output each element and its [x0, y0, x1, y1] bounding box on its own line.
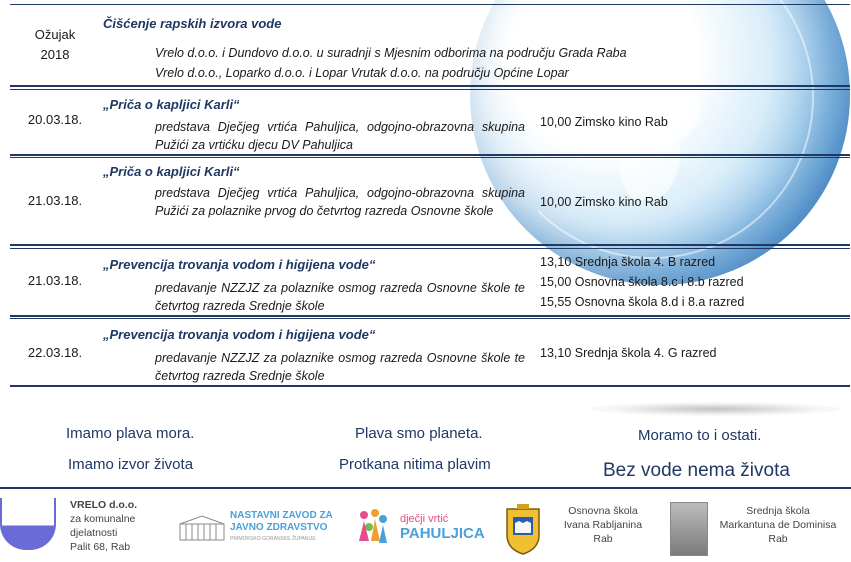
event-title: Čišćenje rapskih izvora vode — [103, 16, 282, 31]
children-figures-icon — [355, 507, 389, 545]
slogan-line: Moramo to i ostati. — [638, 427, 762, 444]
description-line: Vrelo d.o.o., Loparko d.o.o. i Lopar Vrutak d.o.o. na području Općine Lopar — [155, 66, 569, 80]
time-line: 10,00 Zimsko kino Rab — [540, 115, 668, 129]
event-description: predavanje NZZJZ za polaznike osmog razreda Osnovne škole te četvrtog razreda Srednje škole — [155, 281, 525, 313]
event-time — [540, 343, 717, 363]
event-title: „Priča o kapljici Karli“ — [103, 97, 240, 112]
time-line: 15,00 Osnovna škola 8.c i 8.b razred — [540, 275, 744, 289]
event-title: „Prevencija trovanja vodom i higijena vode“ — [103, 327, 376, 342]
table-row — [10, 248, 850, 316]
event-time — [540, 252, 744, 312]
event-date: 21.03.18. — [27, 193, 83, 208]
slogan-line: Plava smo planeta. — [355, 425, 483, 442]
table-row — [10, 157, 850, 245]
decorative-shadow — [590, 402, 840, 416]
vrelo-line: Palit 68, Rab — [70, 541, 131, 553]
table-row — [10, 318, 850, 386]
event-date: 22.03.18. — [27, 345, 83, 360]
time-line: 13,10 Srednja škola 4. B razred — [540, 255, 716, 269]
nzzjz-line: JAVNO ZDRAVSTVO — [230, 522, 328, 533]
slogan-headline: Bez vode nema života — [603, 460, 790, 481]
footer-divider — [0, 487, 851, 489]
event-description: predstava Dječjeg vrtića Pahuljica, odgojno-obrazovna skupina Pužići za vrtićku djecu DV Pahuljica — [155, 120, 525, 152]
event-time — [540, 192, 668, 212]
slogan-line: Protkana nitima plavim — [339, 456, 491, 473]
slogan-line: Imamo izvor života — [68, 456, 194, 473]
event-time — [540, 112, 668, 132]
time-line: 13,10 Srednja škola 4. G razred — [540, 346, 717, 360]
os-name — [548, 504, 658, 546]
vrtic-label: dječji vrtić — [400, 513, 449, 525]
table-row — [10, 89, 850, 155]
vrelo-logo — [0, 498, 56, 550]
ss-line: Srednja škola — [746, 505, 810, 517]
ss-line: Markantuna de Dominisa — [719, 519, 837, 531]
portrait-image — [670, 502, 708, 556]
school-crest-icon — [505, 503, 541, 555]
vrelo-line: za komunalne — [70, 513, 136, 525]
event-title: „Prevencija trovanja vodom i higijena vode“ — [103, 257, 376, 272]
event-title: „Priča o kapljici Karli“ — [103, 164, 240, 179]
pahuljica-label: PAHULJICA — [400, 525, 485, 542]
event-date — [10, 25, 100, 65]
ss-name — [708, 504, 848, 546]
table-row — [10, 4, 850, 86]
time-line: 10,00 Zimsko kino Rab — [540, 195, 668, 209]
event-date: 20.03.18. — [27, 112, 83, 127]
vrelo-name: VRELO d.o.o. — [70, 499, 138, 511]
vrelo-line: djelatnosti — [70, 527, 118, 539]
slogan-line: Imamo plava mora. — [66, 425, 195, 442]
event-description: predavanje NZZJZ za polaznike osmog razreda Osnovne škole te četvrtog razreda Srednje škole — [155, 351, 525, 383]
os-line: Rab — [593, 533, 613, 545]
date-year: 2018 — [40, 47, 70, 62]
event-description — [155, 43, 715, 83]
pahuljica-logo — [355, 507, 485, 547]
time-line: 15,55 Osnovna škola 8.d i 8.a razred — [540, 295, 745, 309]
date-month: Ožujak — [34, 27, 76, 42]
vrelo-address — [70, 498, 137, 554]
os-line: Osnovna škola — [568, 505, 638, 517]
event-description: predstava Dječjeg vrtića Pahuljica, odgojno-obrazovna skupina Pužići za polaznike prvog do četvrtog razreda Osnovne škole — [155, 186, 525, 218]
description-line: Vrelo d.o.o. i Dundovo d.o.o. u suradnji s Mjesnim odborima na području Grada Raba — [155, 46, 627, 60]
nzzjz-name — [230, 510, 333, 534]
event-date: 21.03.18. — [27, 273, 83, 288]
nzzjz-line: NASTAVNI ZAVOD ZA — [230, 510, 333, 521]
os-line: Ivana Rabljanina — [563, 519, 643, 531]
nzzjz-subtitle: PRIMORSKO-GORANSKE ŽUPANIJE — [230, 536, 316, 542]
nzzjz-building-logo — [178, 514, 226, 542]
ss-line: Rab — [768, 533, 788, 545]
